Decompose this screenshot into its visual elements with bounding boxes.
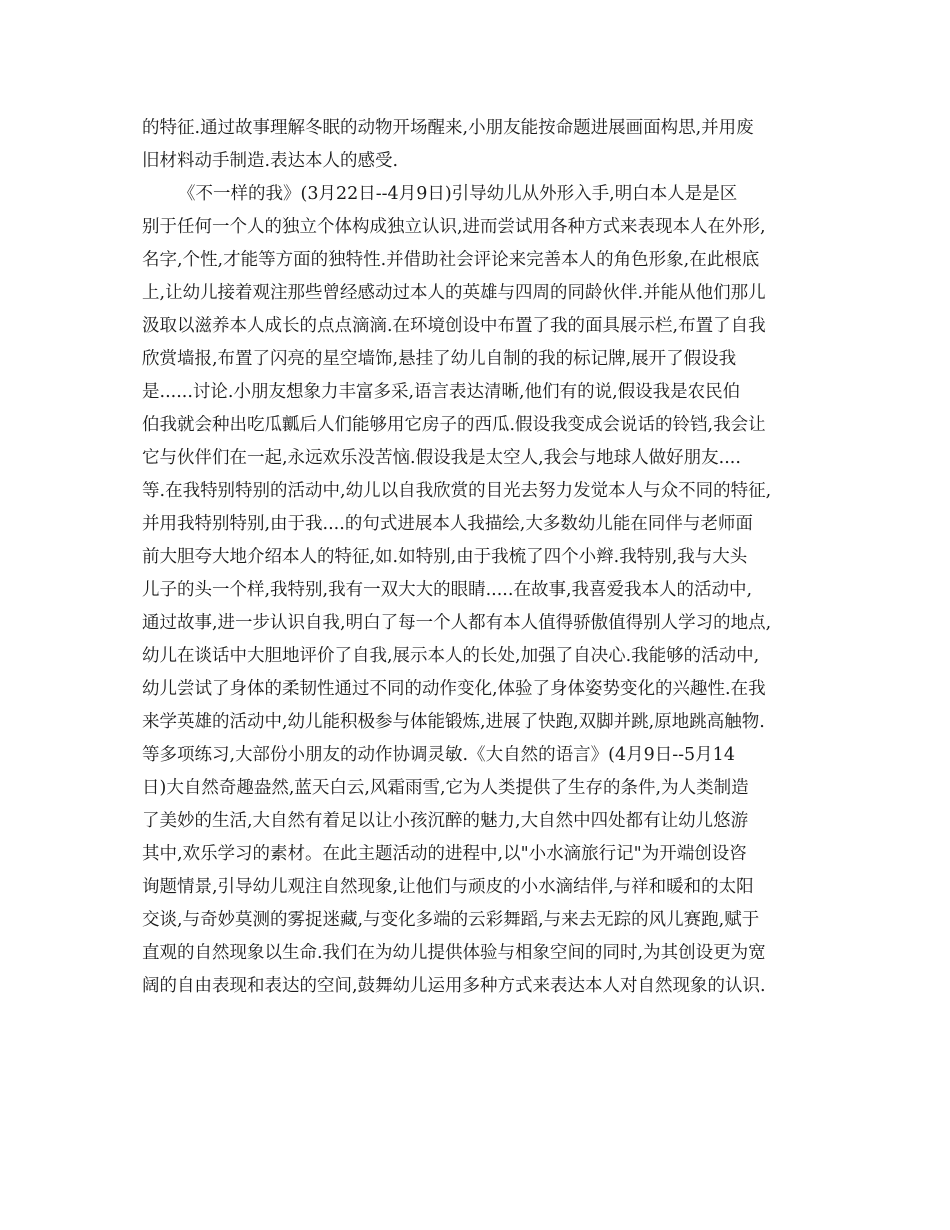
text-line: 等.在我特别特别的活动中,幼儿以自我欣赏的目光去努力发觉本人与众不同的特征, xyxy=(142,481,772,501)
text-line: 阔的自由表现和表达的空间,鼓舞幼儿运用多种方式来表达本人对自然现象的认识. xyxy=(142,976,766,996)
text-line: 并用我特别特别,由于我....的句式进展本人我描绘,大多数幼儿能在同伴与老师面 xyxy=(142,514,753,534)
text-line: 名字,个性,才能等方面的独特性.并借助社会评论来完善本人的角色形象,在此根底 xyxy=(142,250,760,270)
text-line: 欣赏墙报,布置了闪亮的星空墙饰,悬挂了幼儿自制的我的标记牌,展开了假设我 xyxy=(142,349,737,369)
text-line: 上,让幼儿接着观注那些曾经感动过本人的英雄与四周的同龄伙伴.并能从他们那儿 xyxy=(142,283,766,303)
text-line: 来学英雄的活动中,幼儿能积极参与体能锻炼,进展了快跑,双脚并跳,原地跳高触物. xyxy=(142,712,765,732)
text-line: 旧材料动手制造.表达本人的感受. xyxy=(142,151,399,171)
text-line: 直观的自然现象以生命.我们在为幼儿提供体验与相象空间的同时,为其创设更为宽 xyxy=(142,943,766,963)
document-body xyxy=(142,112,822,1003)
text-line: 日)大自然奇趣盎然,蓝天白云,风霜雨雪,它为人类提供了生存的条件,为人类制造 xyxy=(142,778,749,798)
text-line: 伯我就会种出吃瓜瓤后人们能够用它房子的西瓜.假设我变成会说话的铃铛,我会让 xyxy=(142,415,766,435)
text-line: 幼儿尝试了身体的柔韧性通过不同的动作变化,体验了身体姿势变化的兴趣性.在我 xyxy=(142,679,766,699)
text-line: 儿子的头一个样,我特别,我有一双大大的眼睛.....在故事,我喜爱我本人的活动中, xyxy=(142,580,753,600)
text-line: 别于任何一个人的独立个体构成独立认识,进而尝试用各种方式来表现本人在外形, xyxy=(142,217,766,237)
text-line: 汲取以滋养本人成长的点点滴滴.在环境创设中布置了我的面具展示栏,布置了自我 xyxy=(142,316,766,336)
text-line: 是......讨论.小朋友想象力丰富多采,语言表达清晰,他们有的说,假设我是农民伯 xyxy=(142,382,741,402)
text-line: 的特征.通过故事理解冬眠的动物开场醒来,小朋友能按命题进展画面构思,并用废 xyxy=(142,118,754,138)
text-line: 它与伙伴们在一起,永远欢乐没苦恼.假设我是太空人,我会与地球人做好朋友.... xyxy=(142,448,741,468)
text-line: 前大胆夸大地介绍本人的特征,如.如特别,由于我梳了四个小辫.我特别,我与大头 xyxy=(142,547,748,567)
text-line: 询题情景,引导幼儿观注自然现象,让他们与顽皮的小水滴结伴,与祥和暖和的太阳 xyxy=(142,877,754,897)
text-line: 了美妙的生活,大自然有着足以让小孩沉醉的魅力,大自然中四处都有让幼儿悠游 xyxy=(142,811,749,831)
text-line: 交谈,与奇妙莫测的雾捉迷藏,与变化多端的云彩舞蹈,与来去无踪的风儿赛跑,赋于 xyxy=(142,910,760,930)
text-line: 通过故事,进一步认识自我,明白了每一个人都有本人值得骄傲值得别人学习的地点, xyxy=(142,613,772,633)
text-line: 幼儿在谈话中大胆地评价了自我,展示本人的长处,加强了自决心.我能够的活动中, xyxy=(142,646,760,666)
paragraph-first-line: 《不一样的我》(3月22日--4月9日)引导幼儿从外形入手,明白本人是是区 xyxy=(178,184,738,204)
text-line: 其中,欢乐学习的素材。在此主题活动的进程中,以"小水滴旅行记"为开端创设咨 xyxy=(142,844,747,864)
text-line: 等多项练习,大部份小朋友的动作协调灵敏.《大自然的语言》(4月9日--5月14 xyxy=(142,745,735,765)
